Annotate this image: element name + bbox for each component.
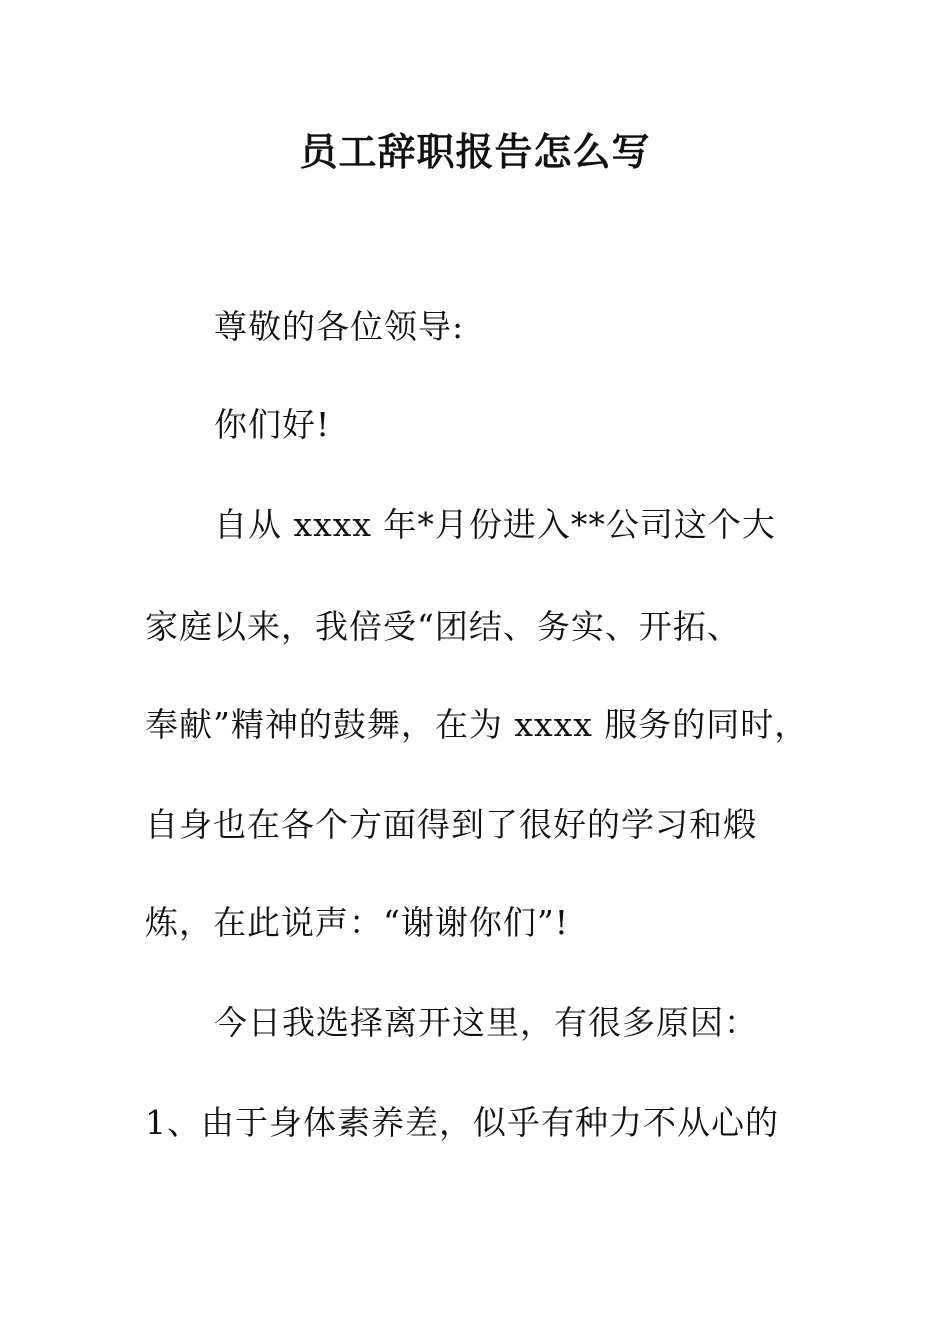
greeting-line: 你们好!: [214, 405, 331, 444]
paragraph-line: 今日我选择离开这里，有很多原因：: [214, 1003, 758, 1042]
list-item-line: 1、由于身体素养差，似乎有种力不从心的: [145, 1103, 779, 1142]
paragraph-line: 奉献”精神的鼓舞，在为 xxxx 服务的同时，: [145, 705, 809, 744]
paragraph-line: 自从 xxxx 年*月份进入**公司这个大: [214, 505, 776, 544]
paragraph-line: 炼，在此说声：“谢谢你们”!: [145, 903, 570, 942]
paragraph-line: 家庭以来，我倍受“团结、务实、开拓、: [145, 607, 741, 646]
paragraph-line: 自身也在各个方面得到了很好的学习和煅: [145, 805, 757, 844]
document-title: 员工辞职报告怎么写: [299, 129, 651, 174]
salutation-line: 尊敬的各位领导:: [214, 307, 465, 346]
